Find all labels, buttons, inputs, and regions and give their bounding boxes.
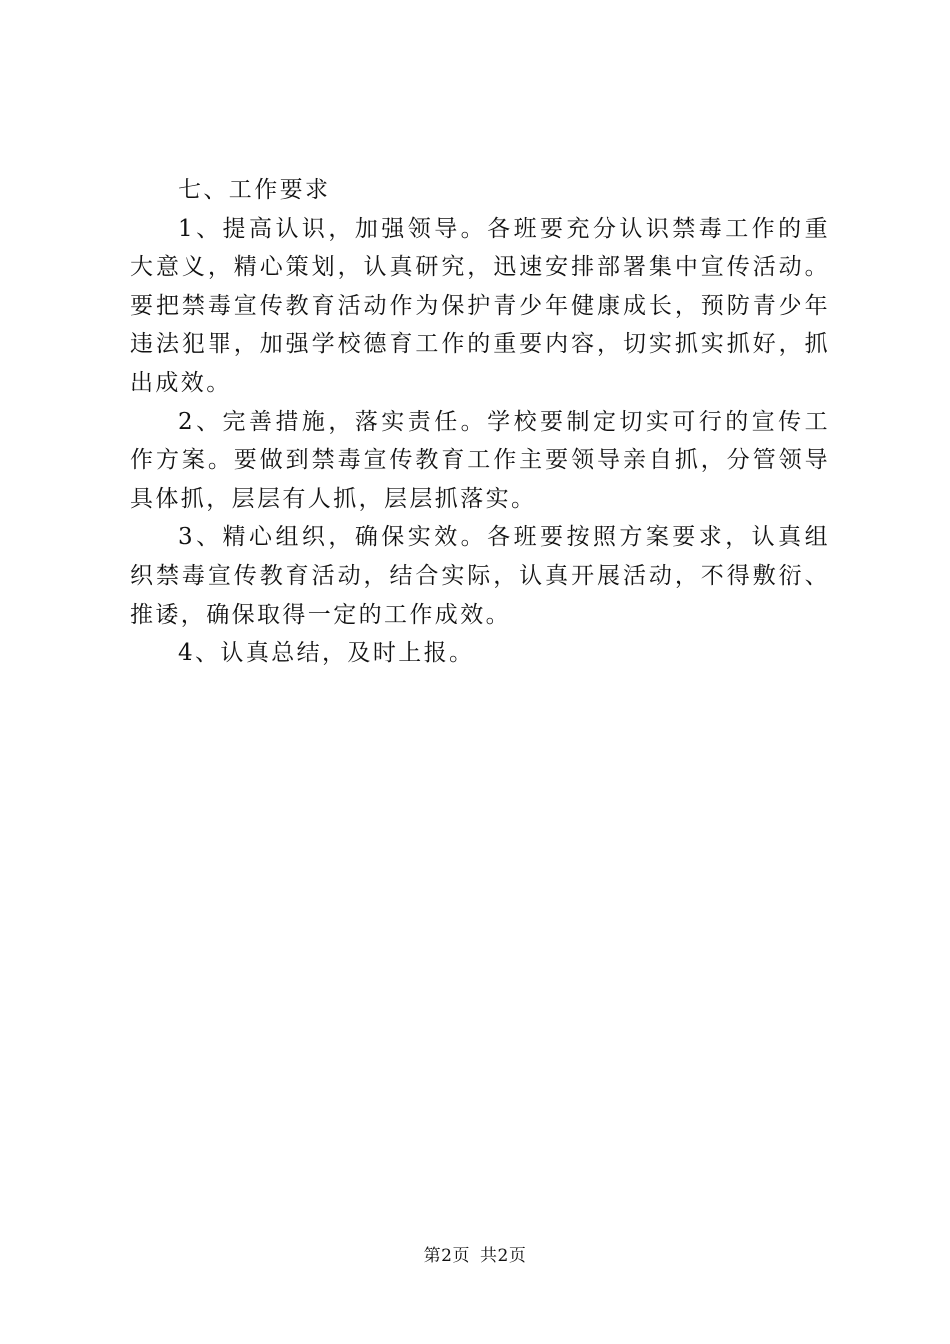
requirement-paragraph-2: 2、完善措施，落实责任。学校要制定切实可行的宣传工作方案。要做到禁毒宣传教育工作主要领导亲自抓，分管领导具体抓，层层有人抓，层层抓落实。 bbox=[130, 408, 830, 512]
requirement-paragraph-1: 1、提高认识，加强领导。各班要充分认识禁毒工作的重大意义，精心策划，认真研究，迅速安排部署集中宣传活动。要把禁毒宣传教育活动作为保护青少年健康成长，预防青少年违法犯罪，加强学校德育工作的重要内容，切实抓实抓好，抓出成效。 bbox=[130, 215, 830, 396]
requirement-paragraph-3: 3、精心组织，确保实效。各班要按照方案要求，认真组织禁毒宣传教育活动，结合实际，认真开展活动，不得敷衍、推诿，确保取得一定的工作成效。 bbox=[130, 524, 830, 628]
page-total: 共2页 bbox=[480, 1246, 527, 1266]
page-number: 第2页 bbox=[423, 1246, 470, 1266]
page-footer bbox=[0, 1241, 950, 1266]
document-body bbox=[130, 171, 830, 673]
section-heading: 七、工作要求 bbox=[178, 177, 331, 203]
requirement-paragraph-4: 4、认真总结，及时上报。 bbox=[178, 640, 475, 667]
